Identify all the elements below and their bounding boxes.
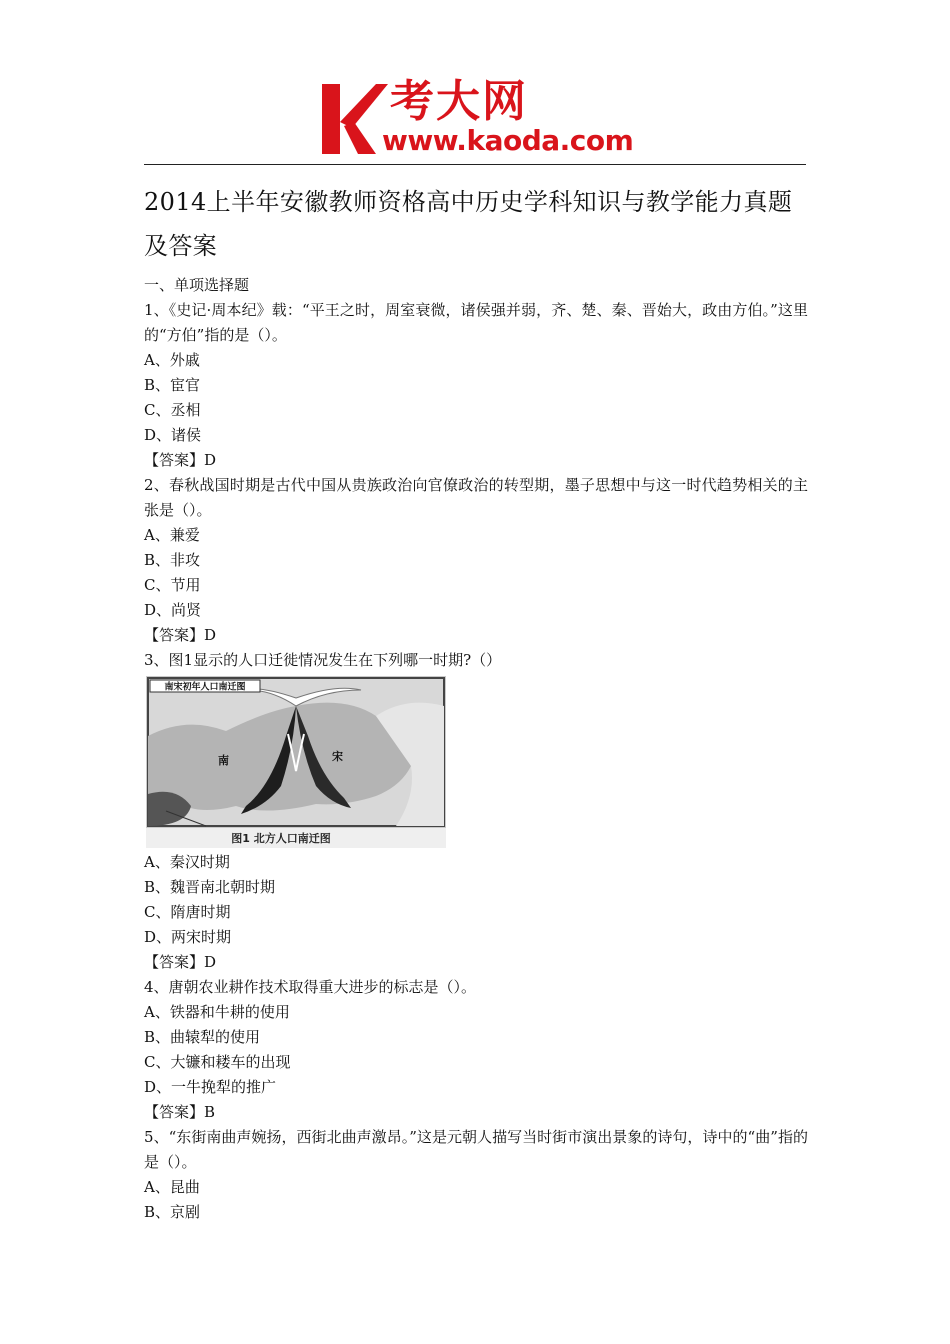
option: A、兼爱 (144, 526, 200, 544)
logo-url-text: www.kaoda.com (382, 124, 634, 157)
option: D、尚贤 (144, 601, 202, 619)
option: D、诸侯 (144, 426, 202, 444)
option: C、大镰和耧车的出现 (144, 1053, 291, 1071)
answer: 【答案】B (144, 1103, 216, 1121)
map-label-left: 南 (218, 754, 229, 767)
section-heading: 一、单项选择题 (144, 276, 250, 294)
kaoda-logo (318, 76, 648, 162)
map-title: 南宋初年人口南迁图 (164, 682, 246, 693)
option: C、丞相 (144, 401, 201, 419)
header-divider (144, 164, 806, 165)
question-stem: 4、唐朝农业耕作技术取得重大进步的标志是（）。 (144, 978, 477, 996)
option: A、秦汉时期 (144, 853, 230, 871)
answer: 【答案】D (144, 953, 217, 971)
option: A、铁器和牛耕的使用 (144, 1003, 290, 1021)
document-body (144, 273, 808, 1225)
option: B、京剧 (144, 1203, 201, 1221)
migration-map-figure (146, 676, 446, 848)
option: A、外戚 (144, 351, 200, 369)
question-stem: 1、《史记·周本纪》载：“平王之时，周室衰微，诸侯强并弱，齐、楚、秦、晋始大，政由方伯。”这里的“方伯”指的是（）。 (144, 301, 808, 344)
option: D、两宋时期 (144, 928, 232, 946)
option: B、非攻 (144, 551, 201, 569)
answer: 【答案】D (144, 626, 217, 644)
option: B、曲辕犁的使用 (144, 1028, 261, 1046)
option: C、节用 (144, 576, 201, 594)
k-logo-icon (318, 82, 388, 156)
figure-caption: 图1 北方人口南迁图 (231, 832, 331, 845)
option: B、宦官 (144, 376, 201, 394)
option: C、隋唐时期 (144, 903, 231, 921)
logo-brand-text: 考大网 (390, 76, 528, 127)
question-stem: 5、“东街南曲声婉扬，西街北曲声激昂。”这是元朝人描写当时街市演出景象的诗句，诗中的“曲”指的是（）。 (144, 1128, 808, 1171)
map-label-right: 宋 (332, 750, 343, 763)
option: A、昆曲 (144, 1178, 200, 1196)
option: B、魏晋南北朝时期 (144, 878, 276, 896)
question-stem: 3、图1显示的人口迁徙情况发生在下列哪一时期?（） (144, 651, 502, 669)
page-title: 2014上半年安徽教师资格高中历史学科知识与教学能力真题及答案 (144, 188, 793, 260)
option: D、一牛挽犁的推广 (144, 1078, 277, 1096)
answer: 【答案】D (144, 451, 217, 469)
question-stem: 2、春秋战国时期是古代中国从贵族政治向官僚政治的转型期，墨子思想中与这一时代趋势相关的主张是（）。 (144, 476, 808, 519)
